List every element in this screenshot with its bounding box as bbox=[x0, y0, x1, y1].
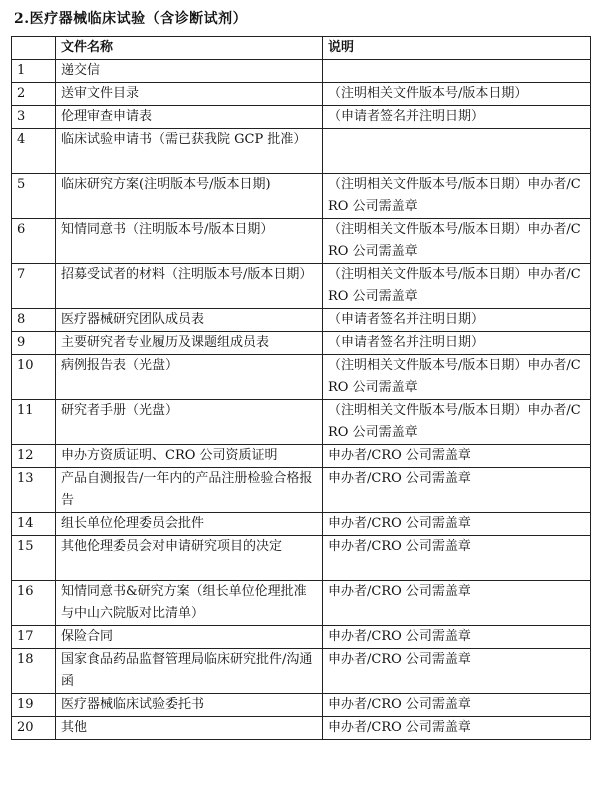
row-file-name: 其他 bbox=[56, 717, 323, 740]
row-number: 8 bbox=[12, 309, 56, 332]
row-number: 2 bbox=[12, 83, 56, 106]
row-description bbox=[323, 60, 591, 83]
row-number: 16 bbox=[12, 581, 56, 626]
table-row bbox=[12, 649, 591, 694]
table-header-row bbox=[12, 37, 591, 60]
row-number: 3 bbox=[12, 106, 56, 129]
table-row bbox=[12, 264, 591, 309]
row-description: 申办者/CRO 公司需盖章 bbox=[323, 536, 591, 581]
row-description: （注明相关文件版本号/版本日期） bbox=[323, 83, 591, 106]
row-number: 10 bbox=[12, 355, 56, 400]
header-number bbox=[12, 37, 56, 60]
row-description: （注明相关文件版本号/版本日期）申办者/CRO 公司需盖章 bbox=[323, 400, 591, 445]
row-file-name: 伦理审查申请表 bbox=[56, 106, 323, 129]
row-description: 申办者/CRO 公司需盖章 bbox=[323, 694, 591, 717]
row-number: 7 bbox=[12, 264, 56, 309]
table-row bbox=[12, 355, 591, 400]
table-row bbox=[12, 513, 591, 536]
row-file-name: 医疗器械研究团队成员表 bbox=[56, 309, 323, 332]
table-row bbox=[12, 694, 591, 717]
row-file-name: 组长单位伦理委员会批件 bbox=[56, 513, 323, 536]
header-description: 说明 bbox=[323, 37, 591, 60]
row-description: （注明相关文件版本号/版本日期）申办者/CRO 公司需盖章 bbox=[323, 174, 591, 219]
row-number: 18 bbox=[12, 649, 56, 694]
table-row bbox=[12, 468, 591, 513]
row-description: （申请者签名并注明日期） bbox=[323, 309, 591, 332]
row-file-name: 知情同意书（注明版本号/版本日期） bbox=[56, 219, 323, 264]
row-description: 申办者/CRO 公司需盖章 bbox=[323, 445, 591, 468]
row-number: 1 bbox=[12, 60, 56, 83]
table-row bbox=[12, 174, 591, 219]
row-file-name: 送审文件目录 bbox=[56, 83, 323, 106]
row-number: 13 bbox=[12, 468, 56, 513]
submission-document-table bbox=[11, 36, 591, 740]
row-number: 4 bbox=[12, 129, 56, 174]
row-file-name: 其他伦理委员会对申请研究项目的决定 bbox=[56, 536, 323, 581]
row-file-name: 主要研究者专业履历及课题组成员表 bbox=[56, 332, 323, 355]
row-number: 19 bbox=[12, 694, 56, 717]
row-number: 9 bbox=[12, 332, 56, 355]
row-number: 14 bbox=[12, 513, 56, 536]
row-description: （注明相关文件版本号/版本日期）申办者/CRO 公司需盖章 bbox=[323, 264, 591, 309]
table-row bbox=[12, 536, 591, 581]
row-file-name: 医疗器械临床试验委托书 bbox=[56, 694, 323, 717]
row-file-name: 病例报告表（光盘） bbox=[56, 355, 323, 400]
header-file-name: 文件名称 bbox=[56, 37, 323, 60]
row-number: 20 bbox=[12, 717, 56, 740]
row-file-name: 知情同意书&研究方案（组长单位伦理批准与中山六院版对比清单） bbox=[56, 581, 323, 626]
row-number: 6 bbox=[12, 219, 56, 264]
table-row bbox=[12, 129, 591, 174]
row-file-name: 临床研究方案(注明版本号/版本日期) bbox=[56, 174, 323, 219]
row-file-name: 产品自测报告/一年内的产品注册检验合格报告 bbox=[56, 468, 323, 513]
table-row bbox=[12, 445, 591, 468]
row-number: 5 bbox=[12, 174, 56, 219]
row-file-name: 保险合同 bbox=[56, 626, 323, 649]
table-row bbox=[12, 332, 591, 355]
row-file-name: 招募受试者的材料（注明版本号/版本日期） bbox=[56, 264, 323, 309]
section-title: 2.医疗器械临床试验（含诊断试剂） bbox=[14, 11, 248, 27]
table-row bbox=[12, 106, 591, 129]
row-description: 申办者/CRO 公司需盖章 bbox=[323, 513, 591, 536]
table-row bbox=[12, 309, 591, 332]
row-file-name: 研究者手册（光盘） bbox=[56, 400, 323, 445]
row-number: 15 bbox=[12, 536, 56, 581]
row-description bbox=[323, 129, 591, 174]
row-description: 申办者/CRO 公司需盖章 bbox=[323, 649, 591, 694]
table-row bbox=[12, 83, 591, 106]
row-file-name: 申办方资质证明、CRO 公司资质证明 bbox=[56, 445, 323, 468]
table-row bbox=[12, 219, 591, 264]
row-file-name: 国家食品药品监督管理局临床研究批件/沟通函 bbox=[56, 649, 323, 694]
row-number: 11 bbox=[12, 400, 56, 445]
row-description: 申办者/CRO 公司需盖章 bbox=[323, 717, 591, 740]
row-description: （申请者签名并注明日期） bbox=[323, 106, 591, 129]
row-number: 12 bbox=[12, 445, 56, 468]
row-description: （注明相关文件版本号/版本日期）申办者/CRO 公司需盖章 bbox=[323, 355, 591, 400]
table-row bbox=[12, 60, 591, 83]
row-description: 申办者/CRO 公司需盖章 bbox=[323, 468, 591, 513]
row-file-name: 递交信 bbox=[56, 60, 323, 83]
table-row bbox=[12, 717, 591, 740]
row-description: （注明相关文件版本号/版本日期）申办者/CRO 公司需盖章 bbox=[323, 219, 591, 264]
table-row bbox=[12, 581, 591, 626]
table-row bbox=[12, 626, 591, 649]
table-row bbox=[12, 400, 591, 445]
row-description: （申请者签名并注明日期） bbox=[323, 332, 591, 355]
row-description: 申办者/CRO 公司需盖章 bbox=[323, 581, 591, 626]
row-file-name: 临床试验申请书（需已获我院 GCP 批准） bbox=[56, 129, 323, 174]
row-description: 申办者/CRO 公司需盖章 bbox=[323, 626, 591, 649]
row-number: 17 bbox=[12, 626, 56, 649]
